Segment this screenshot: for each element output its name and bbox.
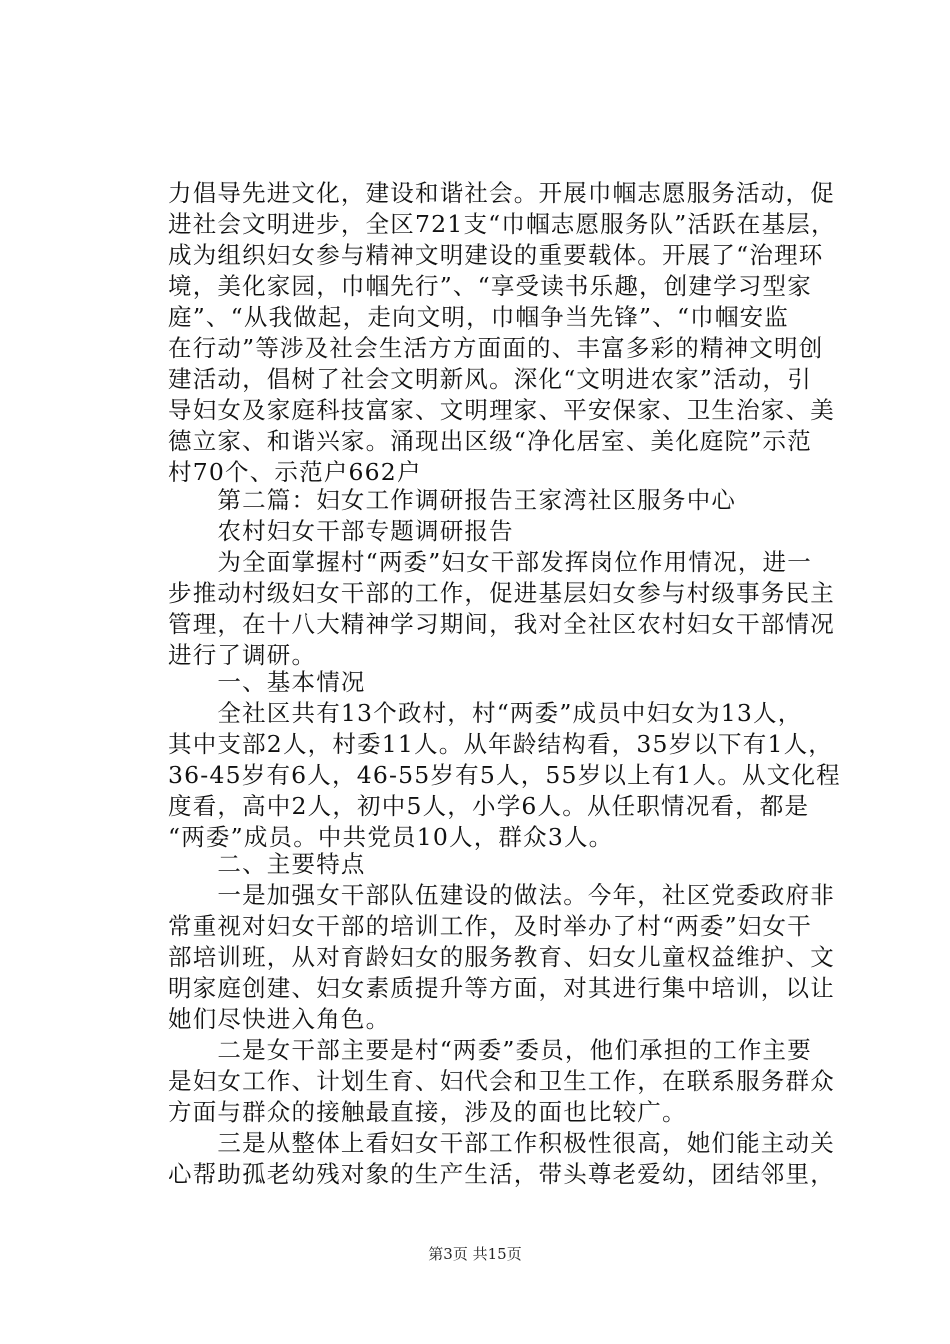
text-line: 力倡导先进文化，建设和谐社会。开展巾帼志愿服务活动，促	[168, 179, 835, 207]
section-heading: 第二篇：妇女工作调研报告王家湾社区服务中心	[168, 486, 737, 514]
text-line: 成为组织妇女参与精神文明建设的重要载体。开展了“治理环	[168, 241, 824, 269]
text-line: 建活动，倡树了社会文明新风。深化“文明进农家”活动，引	[168, 365, 812, 393]
text-line: “两委”成员。中共党员10人，群众3人。	[168, 823, 614, 851]
text-line: 36-45岁有6人，46-55岁有5人，55岁以上有1人。从文化程	[168, 761, 841, 789]
text-line: 三是从整体上看妇女干部工作积极性很高，她们能主动关	[168, 1129, 835, 1157]
text-line: 方面与群众的接触最直接，涉及的面也比较广。	[168, 1098, 687, 1126]
text-line: 常重视对妇女干部的培训工作，及时举办了村“两委”妇女干	[168, 912, 812, 940]
subsection-heading: 一、基本情况	[168, 668, 366, 696]
text-line: 德立家、和谐兴家。涌现出区级“净化居室、美化庭院”示范	[168, 427, 812, 455]
text-line: 步推动村级妇女干部的工作，促进基层妇女参与村级事务民主	[168, 579, 835, 607]
report-title: 农村妇女干部专题调研报告	[168, 517, 514, 545]
text-line: 在行动”等涉及社会生活方方面面的、丰富多彩的精神文明创	[168, 334, 824, 362]
text-line: 度看，高中2人，初中5人，小学6人。从任职情况看，都是	[168, 792, 810, 820]
text-line: 一是加强女干部队伍建设的做法。今年，社区党委政府非	[168, 881, 835, 909]
text-line: 进行了调研。	[168, 641, 317, 669]
text-line: 境，美化家园，巾帼先行”、“享受读书乐趣，创建学习型家	[168, 272, 812, 300]
text-line: 是妇女工作、计划生育、妇代会和卫生工作，在联系服务群众	[168, 1067, 835, 1095]
text-line: 其中支部2人，村委11人。从年龄结构看，35岁以下有1人，	[168, 730, 834, 758]
text-line: 村70个、示范户662户	[168, 458, 422, 486]
text-line: 导妇女及家庭科技富家、文明理家、平安保家、卫生治家、美	[168, 396, 835, 424]
page-number-footer: 第3页 共15页	[428, 1245, 522, 1263]
subsection-heading: 二、主要特点	[168, 850, 366, 878]
text-line: 明家庭创建、妇女素质提升等方面，对其进行集中培训，以让	[168, 974, 835, 1002]
text-line: 庭”、“从我做起，走向文明，巾帼争当先锋”、“巾帼安监	[168, 303, 789, 331]
text-line: 管理，在十八大精神学习期间，我对全社区农村妇女干部情况	[168, 610, 835, 638]
text-line: 全社区共有13个政村，村“两委”成员中妇女为13人，	[168, 699, 803, 727]
text-line: 心帮助孤老幼残对象的生产生活，带头尊老爱幼，团结邻里，	[168, 1160, 835, 1188]
text-line: 为全面掌握村“两委”妇女干部发挥岗位作用情况，进一	[168, 548, 812, 576]
text-line: 她们尽快进入角色。	[168, 1005, 391, 1033]
text-line: 进社会文明进步，全区721支“巾帼志愿服务队”活跃在基层，	[168, 210, 836, 238]
text-line: 部培训班，从对育龄妇女的服务教育、妇女儿童权益维护、文	[168, 943, 835, 971]
text-line: 二是女干部主要是村“两委”委员，他们承担的工作主要	[168, 1036, 812, 1064]
